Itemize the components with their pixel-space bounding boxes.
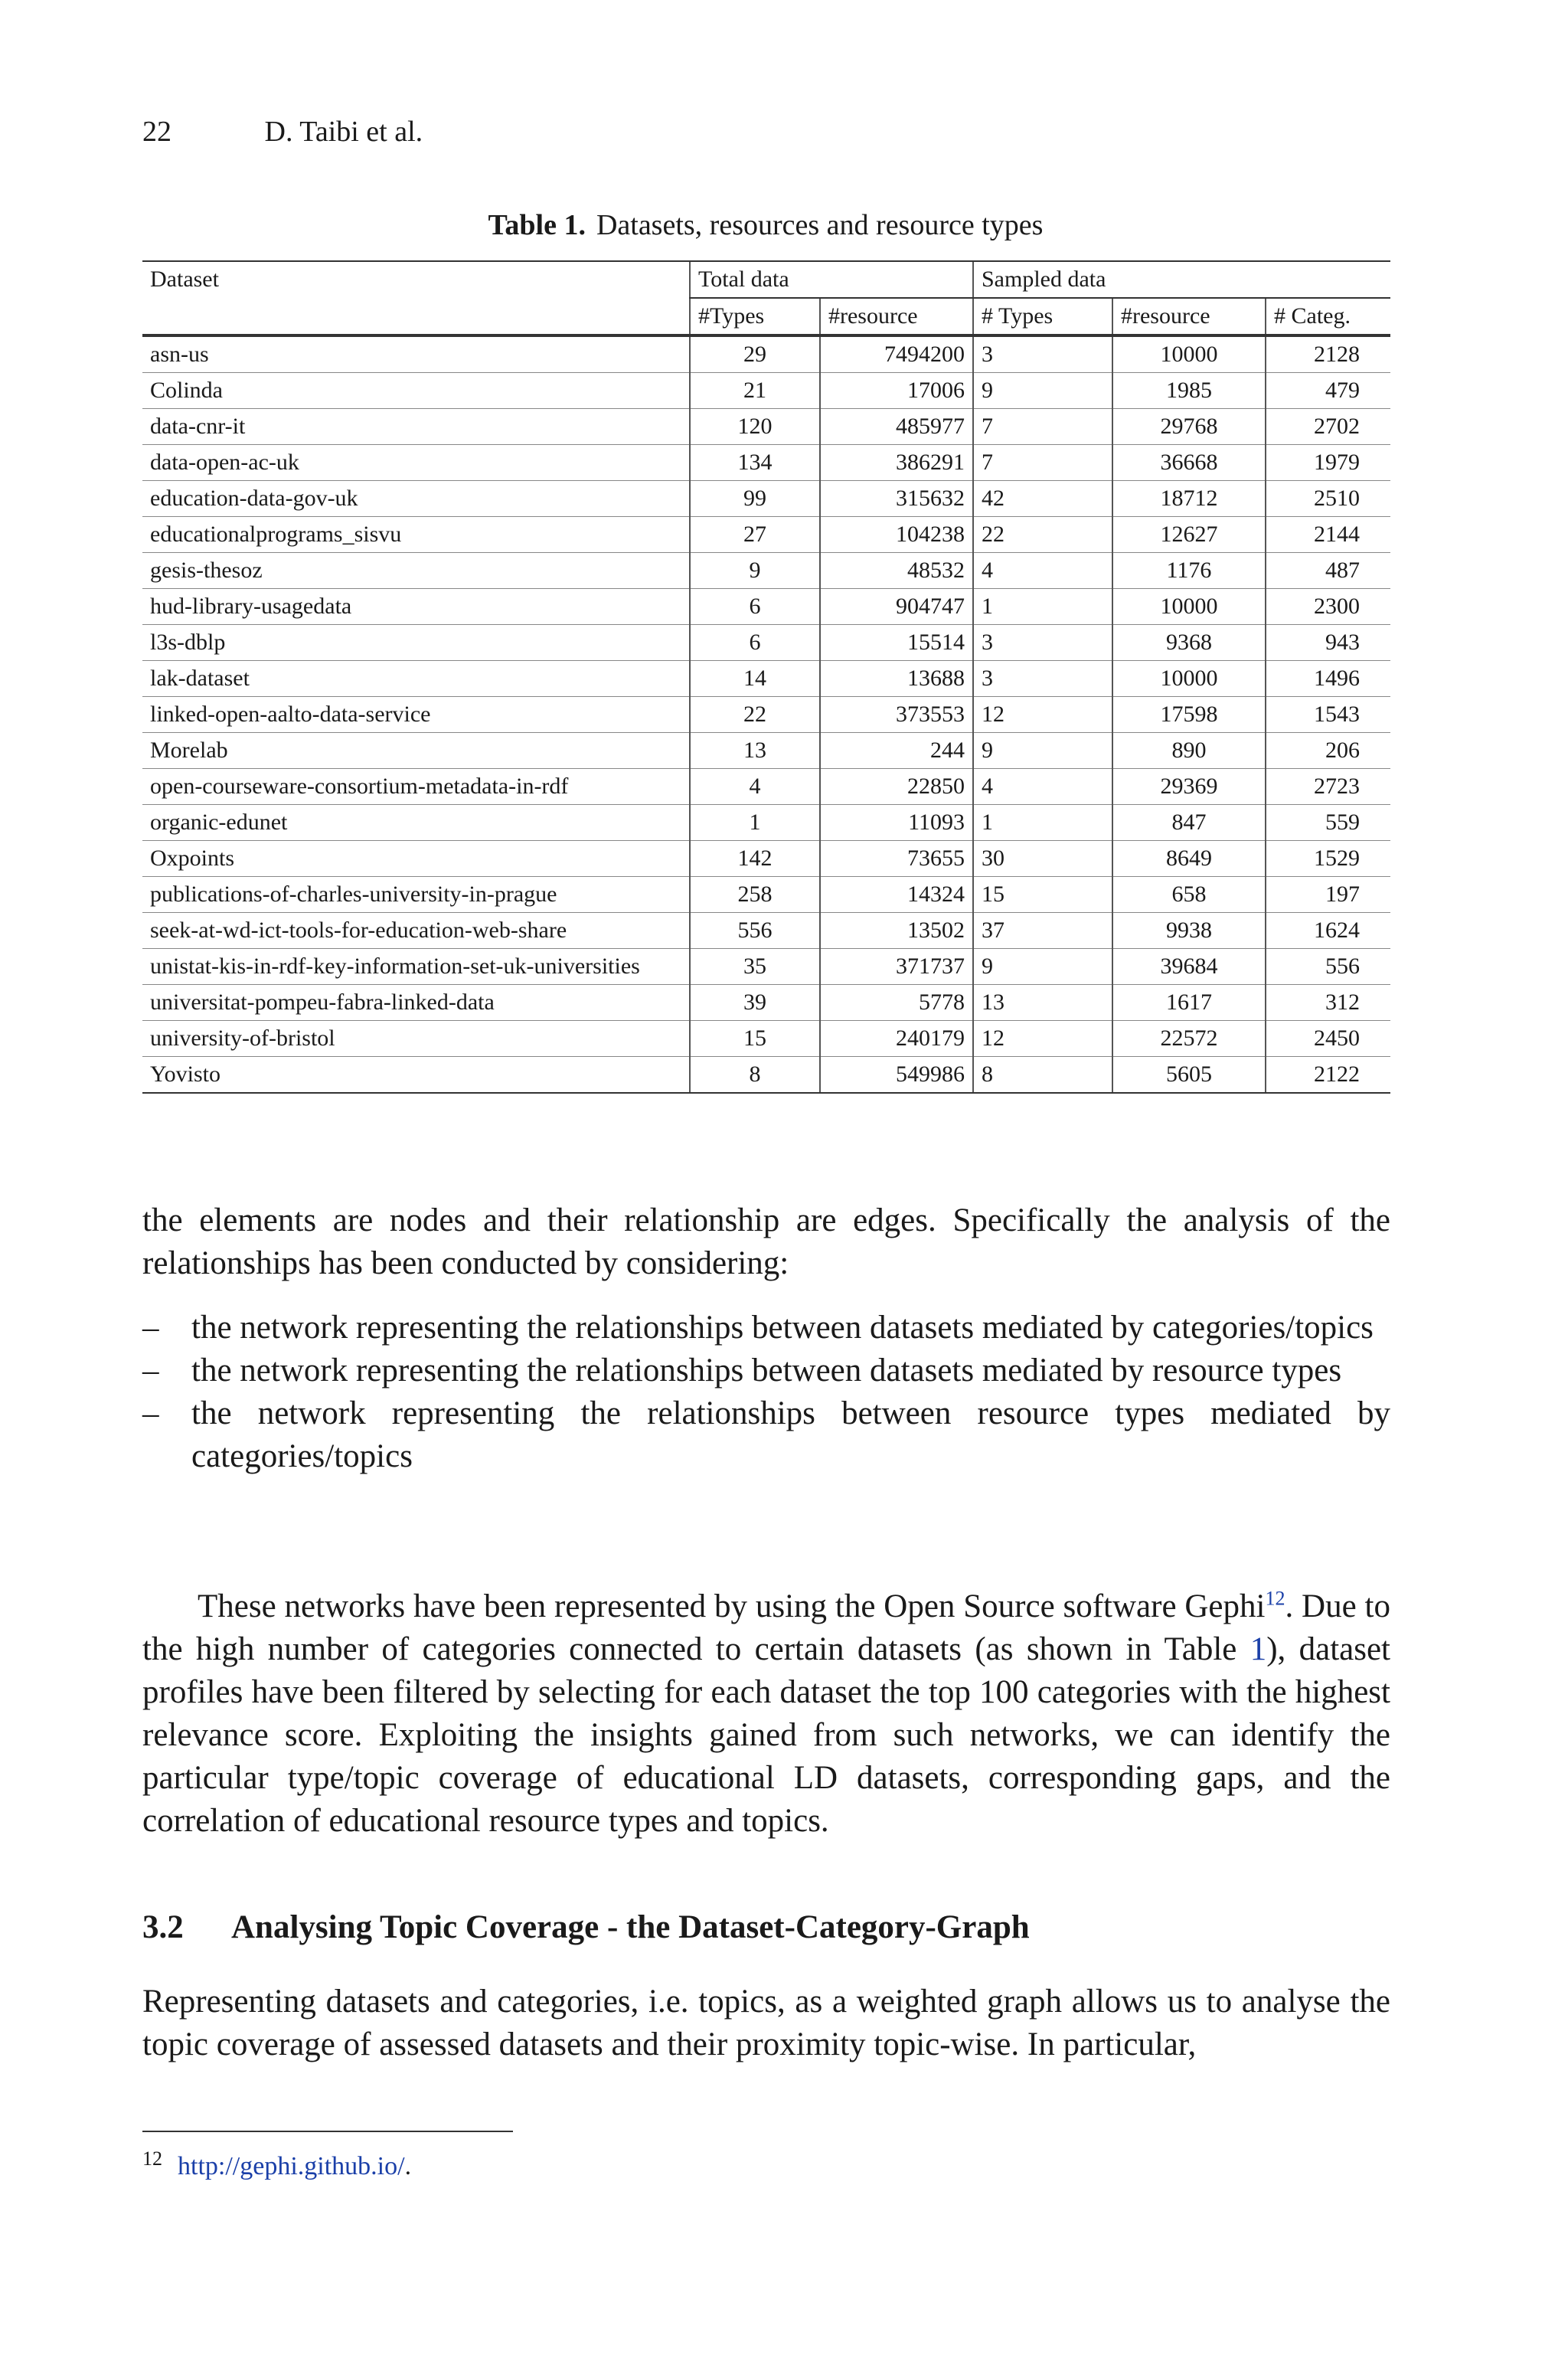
table-row xyxy=(142,409,1390,445)
running-header xyxy=(142,115,423,149)
table-row xyxy=(142,1021,1390,1057)
table-body xyxy=(142,335,1390,1093)
table-cell: 1617 xyxy=(1112,985,1266,1021)
table-cell: 2122 xyxy=(1266,1057,1390,1094)
table-cell: 4 xyxy=(973,769,1112,805)
table-cell: 21 xyxy=(690,373,820,409)
table-cell: 8649 xyxy=(1112,841,1266,877)
table-row xyxy=(142,553,1390,589)
table-cell: 13688 xyxy=(820,661,973,697)
dataset-name-cell: Colinda xyxy=(142,373,690,409)
header-dataset: Dataset xyxy=(142,261,690,335)
table-row xyxy=(142,769,1390,805)
table-row xyxy=(142,805,1390,841)
footnote-number: 12 xyxy=(142,2147,162,2170)
table-cell: 7 xyxy=(973,445,1112,481)
dataset-name-cell: Yovisto xyxy=(142,1057,690,1094)
table-cell: 2510 xyxy=(1266,481,1390,517)
table-cell: 36668 xyxy=(1112,445,1266,481)
section-number: 3.2 xyxy=(142,1909,184,1945)
table-cell: 48532 xyxy=(820,553,973,589)
paragraph-gephi xyxy=(142,1585,1390,1843)
footnote-trail: . xyxy=(404,2152,412,2180)
table-cell: 22850 xyxy=(820,769,973,805)
table-cell: 487 xyxy=(1266,553,1390,589)
table-row xyxy=(142,733,1390,769)
table-cell: 373553 xyxy=(820,697,973,733)
table-cell: 3 xyxy=(973,335,1112,373)
table-cell: 240179 xyxy=(820,1021,973,1057)
table-ref-link[interactable]: 1 xyxy=(1250,1631,1267,1667)
subheader-sampled-types: # Types xyxy=(973,298,1112,335)
table-cell: 9 xyxy=(973,373,1112,409)
table-cell: 10000 xyxy=(1112,661,1266,697)
table-cell: 943 xyxy=(1266,625,1390,661)
table-cell: 1979 xyxy=(1266,445,1390,481)
bullet-dash: – xyxy=(142,1353,159,1389)
running-authors: D. Taibi et al. xyxy=(264,116,423,148)
table-row xyxy=(142,589,1390,625)
table-cell: 658 xyxy=(1112,877,1266,913)
table-cell: 559 xyxy=(1266,805,1390,841)
table-row xyxy=(142,913,1390,949)
table-row xyxy=(142,373,1390,409)
table-cell: 549986 xyxy=(820,1057,973,1094)
table-cell: 9 xyxy=(973,733,1112,769)
subheader-categories: # Categ. xyxy=(1266,298,1390,335)
subheader-total-types: #Types xyxy=(690,298,820,335)
footnote-url-link[interactable]: http://gephi.github.io/ xyxy=(178,2152,405,2180)
dataset-name-cell: lak-dataset xyxy=(142,661,690,697)
dataset-name-cell: l3s-dblp xyxy=(142,625,690,661)
datasets-table xyxy=(142,260,1390,1094)
table-cell: 13 xyxy=(973,985,1112,1021)
table-cell: 6 xyxy=(690,625,820,661)
table-cell: 890 xyxy=(1112,733,1266,769)
dataset-name-cell: hud-library-usagedata xyxy=(142,589,690,625)
table-cell: 15 xyxy=(690,1021,820,1057)
bullet-text: the network representing the relationships between datasets mediated by resource types xyxy=(191,1353,1342,1389)
dataset-name-cell: seek-at-wd-ict-tools-for-education-web-share xyxy=(142,913,690,949)
bullet-dash: – xyxy=(142,1310,159,1346)
table-cell: 2144 xyxy=(1266,517,1390,553)
table-cell: 30 xyxy=(973,841,1112,877)
subheader-total-resource: #resource xyxy=(820,298,973,335)
table-cell: 134 xyxy=(690,445,820,481)
table-cell: 1529 xyxy=(1266,841,1390,877)
table-cell: 5605 xyxy=(1112,1057,1266,1094)
table-row xyxy=(142,335,1390,373)
table-cell: 39 xyxy=(690,985,820,1021)
table-caption xyxy=(0,208,1531,242)
page-number: 22 xyxy=(142,116,172,148)
table-cell: 120 xyxy=(690,409,820,445)
dataset-name-cell: educationalprograms_sisvu xyxy=(142,517,690,553)
table-cell: 479 xyxy=(1266,373,1390,409)
table-cell: 37 xyxy=(973,913,1112,949)
table-caption-label: Table 1. xyxy=(488,209,586,241)
footnote-divider xyxy=(142,2131,513,2132)
table-cell: 99 xyxy=(690,481,820,517)
table-cell: 1176 xyxy=(1112,553,1266,589)
paragraph-gephi-part2: . Due to the high number of categories connected to certain datasets (as shown in Table xyxy=(142,1588,1390,1667)
table-cell: 22572 xyxy=(1112,1021,1266,1057)
table-cell: 315632 xyxy=(820,481,973,517)
table-cell: 17006 xyxy=(820,373,973,409)
section-heading xyxy=(142,1909,1030,1946)
header-total-data: Total data xyxy=(690,261,973,298)
table-cell: 2300 xyxy=(1266,589,1390,625)
paragraph-topic-coverage: Representing datasets and categories, i.e. topics, as a weighted graph allows us to analyse the topic coverage of assessed datasets and their proximity topic-wise. In particular, xyxy=(142,1984,1390,2062)
dataset-name-cell: Morelab xyxy=(142,733,690,769)
paragraph-gephi-part1: These networks have been represented by using the Open Source software Gephi xyxy=(198,1588,1266,1624)
table-cell: 73655 xyxy=(820,841,973,877)
table-row xyxy=(142,949,1390,985)
table-cell: 9 xyxy=(690,553,820,589)
table-cell: 27 xyxy=(690,517,820,553)
dataset-name-cell: Oxpoints xyxy=(142,841,690,877)
footnote-ref-link[interactable]: 12 xyxy=(1265,1587,1285,1610)
table-cell: 258 xyxy=(690,877,820,913)
table-cell: 8 xyxy=(690,1057,820,1094)
table-cell: 3 xyxy=(973,625,1112,661)
table-cell: 14324 xyxy=(820,877,973,913)
table-cell: 312 xyxy=(1266,985,1390,1021)
dataset-name-cell: data-open-ac-uk xyxy=(142,445,690,481)
table-cell: 22 xyxy=(973,517,1112,553)
table-cell: 29 xyxy=(690,335,820,373)
dataset-name-cell: open-courseware-consortium-metadata-in-rdf xyxy=(142,769,690,805)
dataset-name-cell: universitat-pompeu-fabra-linked-data xyxy=(142,985,690,1021)
table-cell: 10000 xyxy=(1112,335,1266,373)
dataset-name-cell: asn-us xyxy=(142,335,690,373)
dataset-name-cell: university-of-bristol xyxy=(142,1021,690,1057)
table-cell: 1 xyxy=(690,805,820,841)
table-cell: 9938 xyxy=(1112,913,1266,949)
table-cell: 15 xyxy=(973,877,1112,913)
table-cell: 386291 xyxy=(820,445,973,481)
table-caption-text: Datasets, resources and resource types xyxy=(596,209,1044,241)
dataset-name-cell: data-cnr-it xyxy=(142,409,690,445)
table-cell: 1624 xyxy=(1266,913,1390,949)
table-cell: 485977 xyxy=(820,409,973,445)
table-cell: 2702 xyxy=(1266,409,1390,445)
table-cell: 10000 xyxy=(1112,589,1266,625)
table-cell: 15514 xyxy=(820,625,973,661)
header-sampled-data: Sampled data xyxy=(973,261,1390,298)
table-cell: 29768 xyxy=(1112,409,1266,445)
table-cell: 556 xyxy=(690,913,820,949)
table-cell: 13502 xyxy=(820,913,973,949)
table-cell: 2723 xyxy=(1266,769,1390,805)
table-cell: 6 xyxy=(690,589,820,625)
table-cell: 12 xyxy=(973,697,1112,733)
table-cell: 17598 xyxy=(1112,697,1266,733)
subheader-sampled-resource: #resource xyxy=(1112,298,1266,335)
bullet-item xyxy=(142,1307,1390,1349)
dataset-name-cell: unistat-kis-in-rdf-key-information-set-uk-universities xyxy=(142,949,690,985)
footnote xyxy=(142,2147,412,2181)
table-cell: 8 xyxy=(973,1057,1112,1094)
table-cell: 9 xyxy=(973,949,1112,985)
table-cell: 7494200 xyxy=(820,335,973,373)
table-row xyxy=(142,661,1390,697)
table-cell: 556 xyxy=(1266,949,1390,985)
dataset-name-cell: education-data-gov-uk xyxy=(142,481,690,517)
table-cell: 4 xyxy=(690,769,820,805)
table-cell: 42 xyxy=(973,481,1112,517)
bullet-text: the network representing the relationships between resource types mediated by categories/topics xyxy=(191,1395,1390,1474)
table-row xyxy=(142,625,1390,661)
dataset-name-cell: linked-open-aalto-data-service xyxy=(142,697,690,733)
table-row xyxy=(142,877,1390,913)
dataset-name-cell: gesis-thesoz xyxy=(142,553,690,589)
table-cell: 104238 xyxy=(820,517,973,553)
table-row xyxy=(142,985,1390,1021)
table-cell: 29369 xyxy=(1112,769,1266,805)
table-cell: 12 xyxy=(973,1021,1112,1057)
table-row xyxy=(142,1057,1390,1094)
table-cell: 22 xyxy=(690,697,820,733)
table-cell: 847 xyxy=(1112,805,1266,841)
table-cell: 142 xyxy=(690,841,820,877)
table-cell: 1496 xyxy=(1266,661,1390,697)
table-cell: 1543 xyxy=(1266,697,1390,733)
dataset-name-cell: organic-edunet xyxy=(142,805,690,841)
bullet-list xyxy=(142,1307,1390,1478)
table-cell: 2450 xyxy=(1266,1021,1390,1057)
bullet-text: the network representing the relationships between datasets mediated by categories/topics xyxy=(191,1310,1374,1346)
table-cell: 244 xyxy=(820,733,973,769)
table-cell: 7 xyxy=(973,409,1112,445)
paragraph-gephi-part3: ), dataset profiles have been filtered by selecting for each dataset the top 100 categories with the highest relevance score. Exploiting the insights gained from such networks, we can identify the particular type/topic coverage of educational LD datasets, corresponding gaps, and the correlation of educational resource types and topics. xyxy=(142,1631,1390,1839)
table-cell: 12627 xyxy=(1112,517,1266,553)
table-cell: 371737 xyxy=(820,949,973,985)
table-cell: 13 xyxy=(690,733,820,769)
table-row xyxy=(142,517,1390,553)
table-cell: 9368 xyxy=(1112,625,1266,661)
bullet-item xyxy=(142,1392,1390,1478)
table-cell: 206 xyxy=(1266,733,1390,769)
paragraph-intro: the elements are nodes and their relationship are edges. Specifically the analysis of the relationships has been conducted by considering: xyxy=(142,1202,1390,1281)
table-cell: 904747 xyxy=(820,589,973,625)
bullet-item xyxy=(142,1349,1390,1392)
table-cell: 39684 xyxy=(1112,949,1266,985)
bullet-dash: – xyxy=(142,1395,159,1431)
table-cell: 197 xyxy=(1266,877,1390,913)
table-row xyxy=(142,481,1390,517)
table-cell: 18712 xyxy=(1112,481,1266,517)
table-row xyxy=(142,445,1390,481)
table-cell: 2128 xyxy=(1266,335,1390,373)
table-cell: 3 xyxy=(973,661,1112,697)
table-row xyxy=(142,841,1390,877)
table-cell: 14 xyxy=(690,661,820,697)
table-cell: 35 xyxy=(690,949,820,985)
table-cell: 11093 xyxy=(820,805,973,841)
table-cell: 4 xyxy=(973,553,1112,589)
section-title: Analysing Topic Coverage - the Dataset-Category-Graph xyxy=(231,1909,1030,1945)
table-cell: 5778 xyxy=(820,985,973,1021)
table-cell: 1985 xyxy=(1112,373,1266,409)
table-row xyxy=(142,697,1390,733)
dataset-name-cell: publications-of-charles-university-in-prague xyxy=(142,877,690,913)
table-cell: 1 xyxy=(973,805,1112,841)
table-cell: 1 xyxy=(973,589,1112,625)
